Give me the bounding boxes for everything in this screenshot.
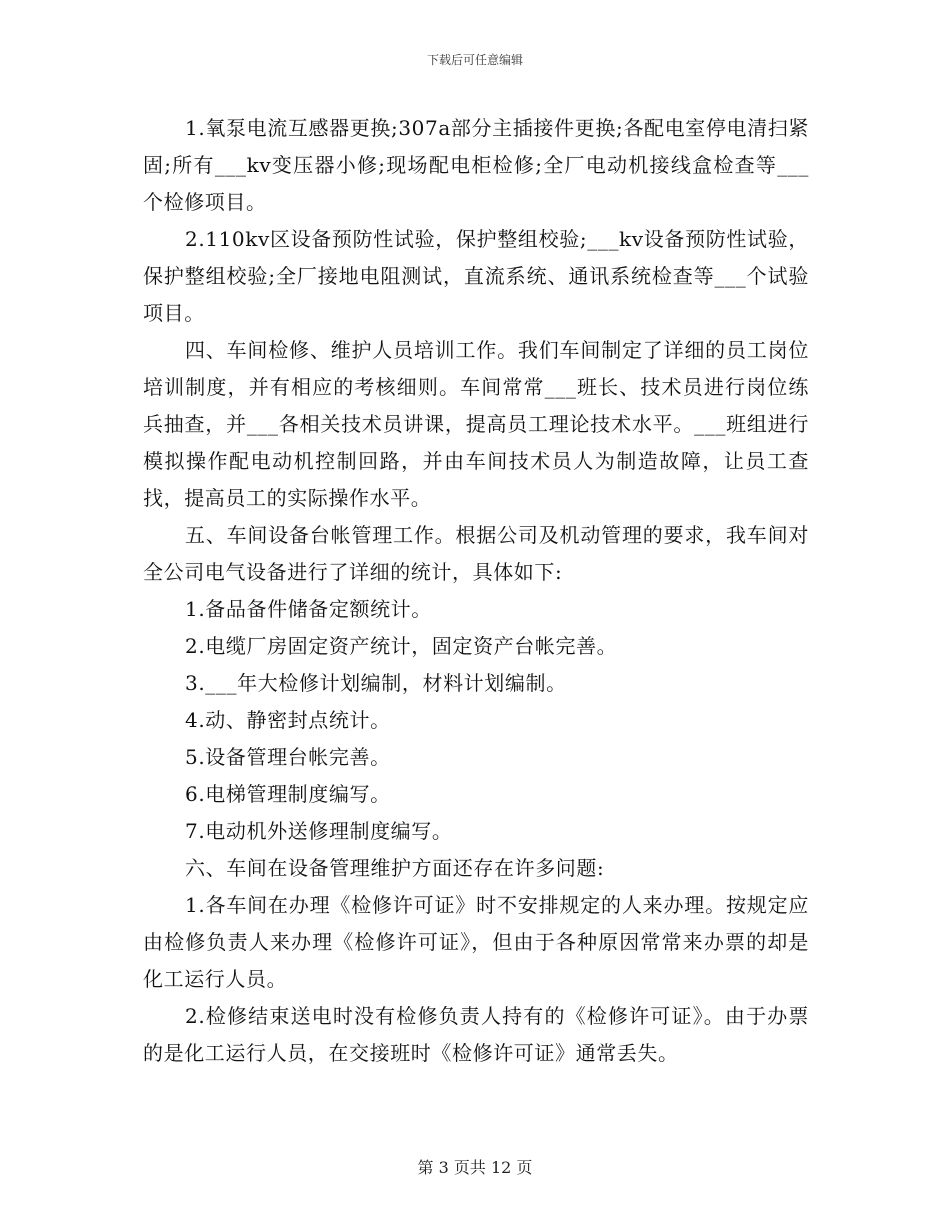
paragraph-issue-1: 1.各车间在办理《检修许可证》时不安排规定的人来办理。按规定应由检修负责人来办理《检修许可证》，但由于各种原因常常来办票的却是化工运行人员。: [143, 893, 809, 991]
list-item-elevator-rules: 6.电梯管理制度编写。: [185, 782, 391, 806]
paragraph-item-2: 2.110kv区设备预防性试验，保护整组校验;___kv设备预防性试验，保护整组校验;全厂接地电阻测试，直流系统、通讯系统检查等___个试验项目。: [143, 227, 809, 325]
list-item-equipment-ledger: 5.设备管理台帐完善。: [185, 745, 391, 769]
paragraph-section-5: 五、车间设备台帐管理工作。根据公司及机动管理的要求，我车间对全公司电气设备进行了详细的统计，具体如下:: [143, 523, 809, 584]
list-item-seal-points: 4.动、静密封点统计。: [185, 708, 391, 732]
list-item-spare-parts: 1.备品备件储备定额统计。: [185, 597, 432, 621]
list-item-overhaul-plan: 3.___年大检修计划编制，材料计划编制。: [185, 671, 567, 695]
paragraph-issue-2: 2.检修结束送电时没有检修负责人持有的《检修许可证》。由于办票的是化工运行人员，在交接班时《检修许可证》通常丢失。: [143, 1004, 809, 1065]
document-body: [143, 110, 809, 1072]
paragraph-section-6: 六、车间在设备管理维护方面还存在许多问题:: [185, 856, 605, 880]
paragraph-section-4: 四、车间检修、维护人员培训工作。我们车间制定了详细的员工岗位培训制度，并有相应的考核细则。车间常常___班长、技术员进行岗位练兵抽查，并___各相关技术员讲课，提高员工理论技术水平。___班组进行模拟操作配电动机控制回路，并由车间技术员人为制造故障，让员工查找，提高员工的实际操作水平。: [143, 338, 809, 510]
list-item-fixed-assets: 2.电缆厂房固定资产统计，固定资产台帐完善。: [185, 634, 618, 658]
page-header: 下载后可任意编辑: [426, 53, 523, 67]
page-number-footer: 第 3 页共 12 页: [417, 1158, 533, 1177]
paragraph-item-1: 1.氧泵电流互感器更换;307a部分主插接件更换;各配电室停电清扫紧固;所有___kv变压器小修;现场配电柜检修;全厂电动机接线盒检查等___个检修项目。: [143, 116, 809, 214]
list-item-motor-repair-rules: 7.电动机外送修理制度编写。: [185, 819, 453, 843]
